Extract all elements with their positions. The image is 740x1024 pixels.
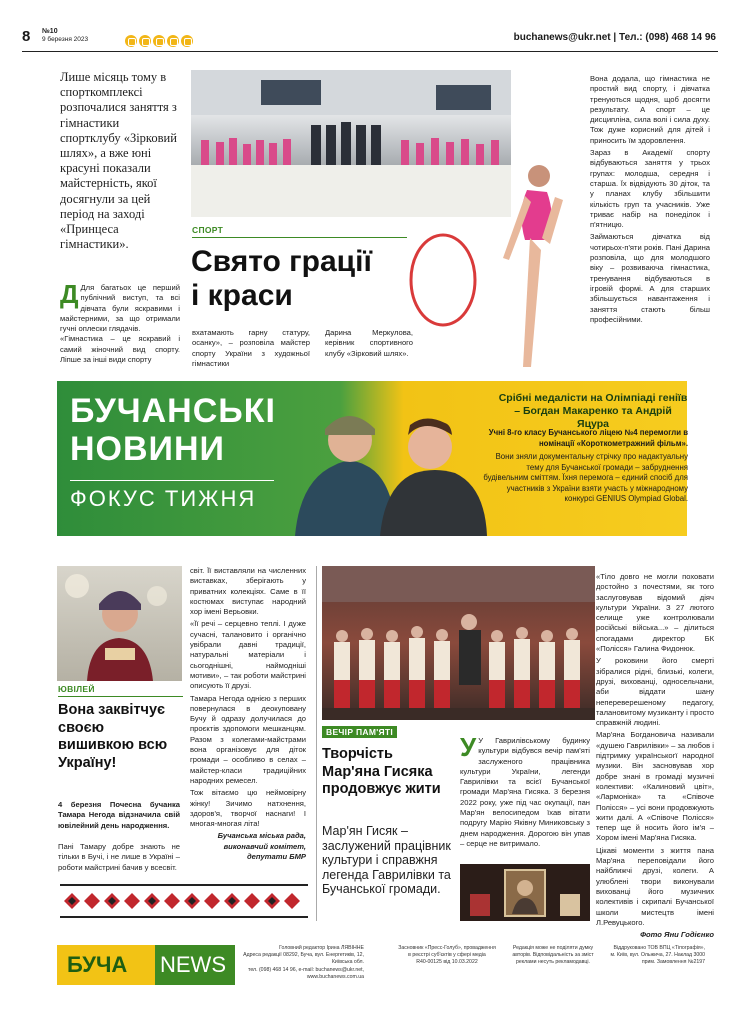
footer-founder-text: Засновник «Пресс-Голуб», провадження в реєстрі суб'єктів у сфері медіа xyxy=(398,945,496,959)
dropcap: Д xyxy=(60,279,79,309)
banner-lead: Учні 8-го класу Бучанського ліцею №4 перемогли в номінації «Короткометражний фільм». xyxy=(488,428,688,448)
memorial-column-1 xyxy=(460,732,590,849)
sport-col1-text: Для багатьох це перший публічний виступ, та всі дівчата були яскравими і майстерними, за що отримали гучні оплески глядачів. xyxy=(60,283,180,334)
jubilee-column-2 xyxy=(190,566,306,862)
footer-logo-bucha: БУЧА xyxy=(67,952,128,977)
jubilee-col2-p2: «Її речі – серцевно теплі. І дуже сучасні, талановито і органічно увібрали давні традиції, натуральні матеріали і сьогоднішні, наймодніші мотиви», – так роботи майстрині описують її друзі. xyxy=(190,619,306,691)
banner-headline: Срібні медалісти на Олімпіаді геніїв – Богдан Макаренко та Андрій Яцура xyxy=(498,392,688,430)
footer-editor xyxy=(242,945,364,981)
jubilee-lead: 4 березня Почесна бучанка Тамара Негода відзначила свій ювілейний день народження. xyxy=(58,800,180,830)
sport-rubric-rule xyxy=(192,237,407,238)
sport-title-line2: і краси xyxy=(191,279,293,312)
page-number: 8 xyxy=(22,28,31,45)
facebook-icon[interactable] xyxy=(125,35,137,47)
sport-right-p3: Займаються дівчатка від чотирьох-п'яти років. Пані Дарина розповіла, що для молодшого віку – розвиваюча гімнастика, тренування відбуваються в ігровій формі. А для старших збільшується навантаження і заняття стають більш професійними. xyxy=(590,232,710,324)
header-rule xyxy=(22,51,718,52)
memorial-divider xyxy=(316,566,317,921)
footer-logo-news: NEWS xyxy=(160,952,226,977)
memorial-title: Творчість Мар'яна Гисяка продовжує жити xyxy=(322,746,441,797)
choir-photo xyxy=(322,566,595,720)
footer-editor-name: Головний редактор Ірина ЛЯВІННЕ xyxy=(279,945,364,951)
memorial-dropcap: У xyxy=(460,732,477,762)
embroidery-ornament xyxy=(60,880,308,922)
gymnast-photo xyxy=(405,162,585,372)
banner-title xyxy=(70,392,276,468)
viber-icon[interactable] xyxy=(181,35,193,47)
memorial-subtitle: Мар'ян Гисяк – заслужений працівник культури і справжня легенда Гаврилівки та Бучанської громади. xyxy=(322,824,451,896)
jubilee-title: Вона заквітчує своєю вишивкою всю Україну! xyxy=(58,702,168,771)
banner-subtitle-rule xyxy=(70,480,274,481)
banner-text: Вони зняли документальну стрічку про надактуальну тему для Бучанської громади – забруднення будівельним сміттям. Їхня перемога – єдиний спосіб для участників з України взяти участь у міжнародному конкурсі GENIUS Olympiad Global. xyxy=(483,452,688,503)
jubilee-rubric-rule xyxy=(58,696,183,697)
sport-title xyxy=(191,245,372,313)
footer-reg: R40-00125 від 10.03.2022 xyxy=(416,959,478,966)
memorial-photo-credit: Фото Яни Годієнко xyxy=(640,930,714,940)
footer-logo xyxy=(57,945,235,985)
sport-column-left xyxy=(60,279,180,365)
portrait-frame-photo xyxy=(460,864,590,921)
social-icons xyxy=(125,32,195,50)
telegram-icon[interactable] xyxy=(167,35,179,47)
memorial-col2-p4: Цікаві моменти з життя пана Мар'яна переповідали його найближчі друзі, колеги. А улюблені твори виконували вихованці його музичних колективів і скрипалі Бучанської школи мистецтв імені Л.Ревуцького. xyxy=(596,845,714,927)
sport-title-line1: Свято грації xyxy=(191,245,372,278)
jubilee-col2-p1: світ. Її виставляли на численних виставках, зберігають у приватних колекціях. Саме в її костюмах виступає народний хор імені Верьовки. xyxy=(190,566,306,617)
banner-title-line1: БУЧАНСЬКІ xyxy=(70,392,276,430)
memorial-col2-p2: У роковини його смерті зібралися рідні, близькі, колеги, друзі, вихованці, односельчани, аби віддати шану непереверешеному педагогу, талановитому музиканту і просто справжній людині. xyxy=(596,656,714,728)
banner-title-line2: НОВИНИ xyxy=(70,430,225,468)
jubilee-signature: Бучанська міська рада, виконавчий комітет, депутати БМР xyxy=(217,831,306,862)
memorial-column-2 xyxy=(596,572,714,940)
sport-intro: Лише місяць тому в спорткомплексі розпочалися заняття з гімнастики спортклубу «Зірковий шлях», а вже юні красуні показали майстерність, якої досягнули за цей період на заході «Принцеса гімнастики». xyxy=(60,70,177,252)
banner-subtitle: ФОКУС ТИЖНЯ xyxy=(70,486,257,511)
sport-right-p2: Зараз в Академії спорту відбуваються заняття у трьох групах: молодша, середня і старша. Їх відвідують 30 діток, та у планах клубу збільшити кількість груп та учасників. Уже триває набір на понеділок і п'ятницю. xyxy=(590,148,710,230)
jubilee-portrait xyxy=(57,566,182,681)
issue-date: 9 березня 2023 xyxy=(42,36,89,43)
memorial-col2-p1: «Тіло довго не могли поховати достойно з почестями, як того заслуговував відомий діяч культури України. З 27 лютого селище уже контролювали російські війська...» – ділиться спогадами директор БК «Полісся» Галина Фидонюк. xyxy=(596,572,714,654)
memorial-col2-p3: Мар'яна Богдановича називали «душею Гаврилівки» – за любов і підтримку українськогї народної музики. Він засновував хор добре знані в громаді музичні колективи: «Калиновий цвіт», «Лармоніка» та «Співоче Полісся» – усі вони продовжують жити далі. А «Співоче Полісся» тепер ще й носить його ім'я – Хором імені Мар'яна Гисяка. xyxy=(596,730,714,843)
banner-photo xyxy=(275,395,495,536)
jubilee-rubric: ЮВІЛЕЙ xyxy=(58,684,95,694)
footer-founder xyxy=(398,945,496,967)
sport-column-mid: вхатамають гарну статуру, осанку», – розповіла майстер спорту України з художньої гімнастики xyxy=(192,328,310,368)
sport-column-right xyxy=(590,74,710,325)
issue-number: №10 xyxy=(42,28,58,35)
sport-caption-name: Дарина Меркулова, керівник спортивного клубу «Зірковий шлях». xyxy=(325,328,413,358)
jubilee-col2-p4: Тож вітаємо цю неймовірну жінку! Зичимо натхнення, здоров'я, творчої наснаги! І многая-многая літа! xyxy=(190,788,306,829)
sport-col1b-text: «Гімнастика – це яскравий і самий жіночний вид спорту. Ліпше за інші види спорту xyxy=(60,334,180,365)
footer-phone: тел. (098) 468 14 96, e-mail: buchanews@ukr.net, www.buchanews.com.ua xyxy=(248,966,364,980)
memorial-col1-text: У Гаврилівському будинку культури відбувся вечір пам'яті заслуженого працівника культури України, легенди Гаврилівки та всієї Бучанської громади Мар'яна Гисяка. 3 березня 2022 року, уже під час окупації, пан Мар'ян велосипедом їхав вітати подругу Марію Яківну Миниковську з днем народження. Дорогою він упав – серце не витримало. xyxy=(460,736,590,848)
jubilee-col2-p3: Тамара Негода однією з перших повернулася в деокуповану Бучу й одразу долучилася до проєктів здопомоги мешканцям. Разом з колегами-майстрами вона організовує для діток громади – особливо в селах – майстер-класи традиційних народних ремесел. xyxy=(190,693,306,785)
instagram-icon[interactable] xyxy=(153,35,165,47)
twitter-icon[interactable] xyxy=(139,35,151,47)
sport-right-p1: Вона додала, що гімнастика не простий вид спорту, і дівчатка тренуються щодня, щоб досягти результату. А спорт – це дисципліна, сила волі і сила духу. Тож дуже корисний для дітей і приносить їм здоровлення. xyxy=(590,74,710,145)
header-contacts: buchanews@ukr.net | Тел.: (098) 468 14 96 xyxy=(513,32,716,43)
jubilee-text: Пані Тамару добре знають не тільки в Бучі, і не лише в Україні – роботи майстрині бачив у всесвіт. xyxy=(58,842,180,872)
footer-disclaimer: Редакція може не поділяти думку авторів. Відповідальність за зміст реклами несуть рекламодавці. xyxy=(512,945,594,966)
sport-rubric: СПОРТ xyxy=(192,225,224,235)
memorial-rubric: ВЕЧІР ПАМ'ЯТІ xyxy=(322,726,397,738)
footer-address: Адреса редакції 08292, Буча, вул. Енергетиків, 12, Київська обл. xyxy=(243,952,364,966)
footer-print: Віддруковано ТОВ ВПЦ «Тіпографія», м. Київ, вул. Ольжича, 27. Наклад 3000 прим. Замовлення №2197 xyxy=(610,945,705,966)
